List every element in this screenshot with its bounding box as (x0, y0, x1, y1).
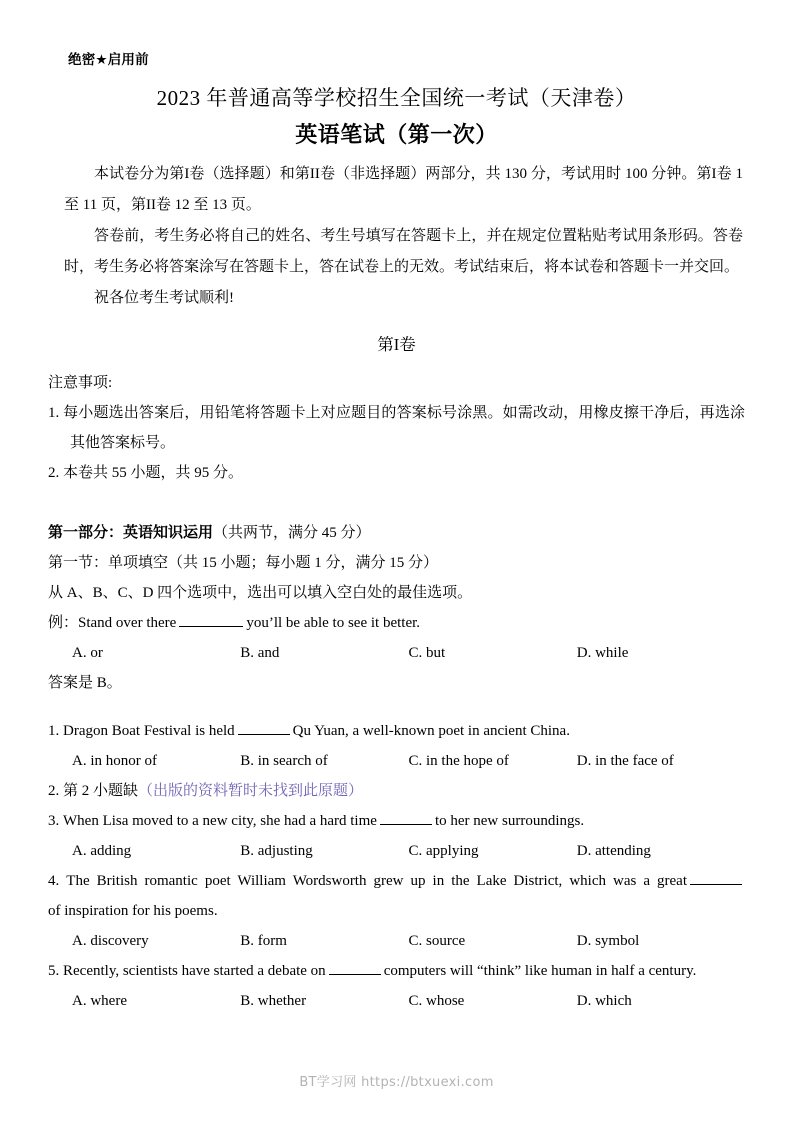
part-one-heading-rest: （共两节，满分 45 分） (213, 525, 371, 541)
question-5-stem-after: computers will “think” like human in half a century. (383, 963, 697, 979)
question-5-number: 5. (48, 963, 60, 979)
question-5-blank (329, 961, 381, 975)
question-5-option-b[interactable]: B. whether (240, 993, 307, 1009)
question-1-option-d[interactable]: D. in the face of (576, 753, 674, 769)
question-1-option-a[interactable]: A. in honor of (72, 753, 157, 769)
intro-paragraph-3: 祝各位考生考试顺利! (94, 290, 234, 306)
question-2-missing-text: 第 2 小题缺 (63, 783, 139, 799)
secret-label: 绝密★启用前 (68, 52, 149, 67)
example-option-c[interactable]: C. but (408, 645, 446, 661)
example-option-a[interactable]: A. or (72, 645, 103, 661)
example-options (48, 638, 745, 668)
notice-label: 注意事项: (48, 375, 113, 391)
question-5-stem-before: Recently, scientists have started a debate on (63, 963, 326, 979)
question-1-options (48, 746, 745, 776)
part-one-heading (48, 518, 745, 548)
question-3-option-d[interactable]: D. attending (576, 843, 651, 859)
page-subtitle: 英语笔试（第一次） (295, 122, 498, 147)
question-1-stem (48, 716, 745, 746)
question-4-option-b[interactable]: B. form (240, 933, 287, 949)
question-5-stem (48, 956, 745, 986)
part-one-section-one: 第一节：单项填空（共 15 小题；每小题 1 分，满分 15 分） (48, 555, 439, 571)
watermark: BT学习网 https://btxuexi.com (299, 1075, 494, 1090)
section-spacer (48, 488, 745, 518)
question-1-number: 1. (48, 723, 60, 739)
part-one-instruction: 从 A、B、C、D 四个选项中，选出可以填入空白处的最佳选项。 (48, 585, 473, 601)
question-spacer (48, 698, 745, 716)
example-stem (48, 608, 745, 638)
question-3-stem-before: When Lisa moved to a new city, she had a hard time (63, 813, 377, 829)
question-2-missing-note: （出版的资料暂时未找到此原题） (138, 783, 364, 799)
part-one-heading-bold: 第一部分：英语知识运用 (48, 524, 214, 541)
question-4-option-d[interactable]: D. symbol (576, 933, 640, 949)
question-3-stem-after: to her new surroundings. (434, 813, 585, 829)
volume-heading: 第I卷 (377, 335, 416, 354)
intro-paragraph-1: 本试卷分为第I卷（选择题）和第II卷（非选择题）两部分，共 130 分，考试用时 100 分钟。第I卷 1 至 11 页，第II卷 12 至 13 页。 (64, 166, 743, 213)
question-5-option-c[interactable]: C. whose (408, 993, 465, 1009)
example-label: 例： (48, 615, 79, 631)
question-3-stem (48, 806, 745, 836)
example-stem-after: you’ll be able to see it better. (246, 615, 421, 631)
question-4-option-a[interactable]: A. discovery (72, 933, 149, 949)
notice-item-1: 1. 每小题选出答案后，用铅笔将答题卡上对应题目的答案标号涂黑。如需改动，用橡皮擦干净后，再选涂其他答案标号。 (48, 405, 745, 451)
example-option-d[interactable]: D. while (576, 645, 629, 661)
question-4-number: 4. (48, 873, 60, 889)
question-4-stem (48, 866, 745, 896)
question-5-options (48, 986, 745, 1016)
example-answer: 答案是 B。 (48, 675, 122, 691)
question-3-number: 3. (48, 813, 60, 829)
intro-paragraph-2: 答卷前，考生务必将自己的姓名、考生号填写在答题卡上，并在规定位置粘贴考试用条形码。答卷时，考生务必将答案涂写在答题卡上，答在试卷上的无效。考试结束后，将本试卷和答题卡一并交回。 (64, 228, 743, 275)
page-title: 2023 年普通高等学校招生全国统一考试（天津卷） (156, 86, 637, 110)
question-1-blank (238, 721, 290, 735)
question-4-stem-continuation: of inspiration for his poems. (48, 903, 218, 919)
question-2-number: 2. (48, 783, 60, 799)
example-option-b[interactable]: B. and (240, 645, 280, 661)
question-3-option-b[interactable]: B. adjusting (240, 843, 313, 859)
question-4-stem-before: The British romantic poet William Wordsworth grew up in the Lake District, which was a great (66, 873, 688, 889)
example-blank (179, 613, 243, 627)
question-1-stem-after: Qu Yuan, a well-known poet in ancient China. (292, 723, 570, 739)
question-4-option-c[interactable]: C. source (408, 933, 466, 949)
example-stem-before: Stand over there (78, 615, 177, 631)
question-3-option-c[interactable]: C. applying (408, 843, 479, 859)
question-1-option-b[interactable]: B. in search of (240, 753, 328, 769)
question-4-options (48, 926, 745, 956)
question-1-option-c[interactable]: C. in the hope of (408, 753, 509, 769)
question-4-blank (690, 871, 742, 885)
question-3-option-a[interactable]: A. adding (72, 843, 132, 859)
question-5-option-d[interactable]: D. which (576, 993, 632, 1009)
question-3-options (48, 836, 745, 866)
question-2-missing (48, 776, 745, 806)
notice-item-2: 2. 本卷共 55 小题，共 95 分。 (48, 465, 244, 481)
question-1-stem-before: Dragon Boat Festival is held (63, 723, 235, 739)
question-5-option-a[interactable]: A. where (72, 993, 127, 1009)
question-3-blank (380, 811, 432, 825)
